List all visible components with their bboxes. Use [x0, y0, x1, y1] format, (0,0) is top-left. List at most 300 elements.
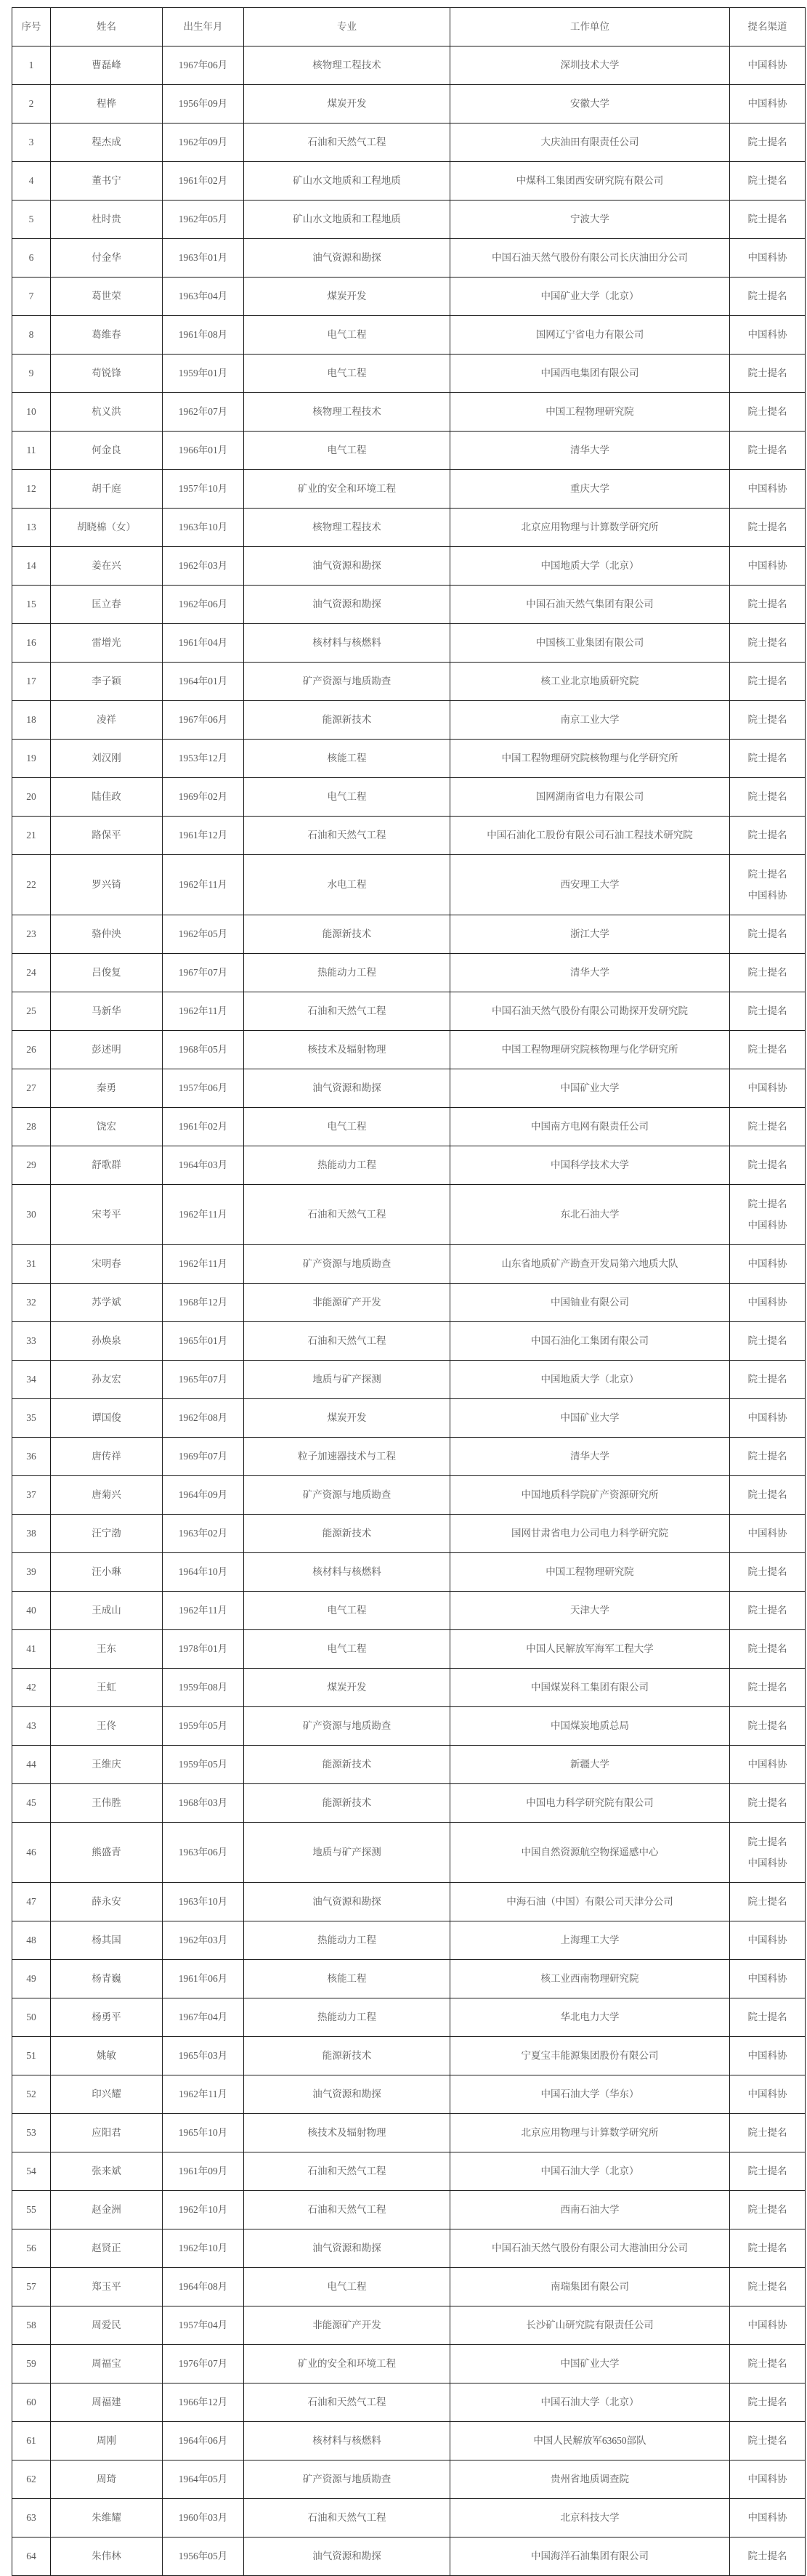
cell-birth-date: 1964年05月 [163, 2460, 244, 2499]
cell-index: 4 [12, 162, 51, 201]
cell-major: 石油和天然气工程 [244, 817, 450, 855]
cell-birth-date: 1967年06月 [163, 46, 244, 85]
nomination-channel-label: 中国科协 [747, 252, 787, 263]
cell-name: 苏学斌 [51, 1284, 163, 1322]
cell-index: 46 [12, 1823, 51, 1883]
cell-index: 13 [12, 509, 51, 547]
table-row [12, 1707, 806, 1746]
nomination-channel-label: 中国科协 [747, 1857, 787, 1868]
cell-nomination-channel [730, 1553, 806, 1592]
cell-nomination-channel [730, 2537, 806, 2576]
cell-work-unit: 中煤科工集团西安研究院有限公司 [450, 162, 730, 201]
cell-birth-date: 1963年06月 [163, 1823, 244, 1883]
table-row [12, 1515, 806, 1553]
cell-work-unit: 长沙矿山研究院有限责任公司 [450, 2306, 730, 2345]
cell-name: 王维庆 [51, 1746, 163, 1784]
nomination-channel-label: 中国科协 [747, 1297, 787, 1308]
nomination-channel-label: 院士提名 [747, 1005, 787, 1016]
cell-work-unit: 中国石油化工股份有限公司石油工程技术研究院 [450, 817, 730, 855]
cell-nomination-channel [730, 1322, 806, 1361]
table-row [12, 2499, 806, 2537]
table-row [12, 2075, 806, 2114]
cell-work-unit: 中国煤炭科工集团有限公司 [450, 1669, 730, 1707]
cell-birth-date: 1967年07月 [163, 954, 244, 992]
nomination-channel-label: 中国科协 [747, 1412, 787, 1423]
table-row [12, 855, 806, 915]
nomination-channel-label: 院士提名 [747, 1605, 787, 1616]
header-row [12, 8, 806, 46]
cell-major: 石油和天然气工程 [244, 2191, 450, 2229]
cell-major: 油气资源和勘探 [244, 586, 450, 624]
column-header-work-unit: 工作单位 [450, 8, 730, 46]
cell-work-unit: 中国矿业大学（北京） [450, 278, 730, 316]
cell-major: 核技术及辐射物理 [244, 2114, 450, 2152]
cell-birth-date: 1956年09月 [163, 85, 244, 123]
cell-major: 能源新技术 [244, 915, 450, 954]
cell-birth-date: 1962年05月 [163, 915, 244, 954]
cell-work-unit: 中国石油大学（华东） [450, 2075, 730, 2114]
nomination-channel-label: 院士提名 [747, 2358, 787, 2369]
cell-major: 核材料与核燃料 [244, 2422, 450, 2460]
column-header-birth-date: 出生年月 [163, 8, 244, 46]
cell-work-unit: 中国石油天然气集团有限公司 [450, 586, 730, 624]
cell-major: 核能工程 [244, 740, 450, 778]
table-row [12, 992, 806, 1031]
cell-nomination-channel [730, 586, 806, 624]
cell-major: 热能动力工程 [244, 1146, 450, 1185]
cell-major: 石油和天然气工程 [244, 2152, 450, 2191]
cell-major: 地质与矿产探测 [244, 1361, 450, 1399]
cell-index: 55 [12, 2191, 51, 2229]
cell-index: 49 [12, 1960, 51, 1998]
cell-work-unit: 中国煤炭地质总局 [450, 1707, 730, 1746]
table-row [12, 1361, 806, 1399]
cell-nomination-channel [730, 2306, 806, 2345]
cell-index: 19 [12, 740, 51, 778]
cell-name: 胡千庭 [51, 470, 163, 509]
nomination-channel-label: 院士提名 [747, 714, 787, 725]
cell-nomination-channel [730, 1669, 806, 1707]
cell-birth-date: 1962年11月 [163, 1592, 244, 1630]
cell-nomination-channel [730, 470, 806, 509]
column-header-major: 专业 [244, 8, 450, 46]
cell-major: 非能源矿产开发 [244, 2306, 450, 2345]
cell-nomination-channel [730, 1746, 806, 1784]
cell-index: 48 [12, 1921, 51, 1960]
cell-birth-date: 1956年05月 [163, 2537, 244, 2576]
table-row [12, 1284, 806, 1322]
cell-work-unit: 宁夏宝丰能源集团股份有限公司 [450, 2037, 730, 2075]
cell-nomination-channel [730, 1592, 806, 1630]
nomination-channel-label: 院士提名 [747, 637, 787, 648]
table-row [12, 278, 806, 316]
cell-nomination-channel [730, 2114, 806, 2152]
candidates-table [12, 7, 806, 2576]
cell-birth-date: 1962年07月 [163, 393, 244, 432]
cell-index: 63 [12, 2499, 51, 2537]
cell-major: 石油和天然气工程 [244, 992, 450, 1031]
cell-work-unit: 核工业北京地质研究院 [450, 663, 730, 701]
cell-index: 11 [12, 432, 51, 470]
cell-name: 苟锐锋 [51, 355, 163, 393]
table-row [12, 1746, 806, 1784]
cell-birth-date: 1962年11月 [163, 1185, 244, 1245]
cell-nomination-channel [730, 740, 806, 778]
cell-index: 28 [12, 1108, 51, 1146]
cell-birth-date: 1961年09月 [163, 2152, 244, 2191]
cell-name: 陆佳政 [51, 778, 163, 817]
cell-name: 彭述明 [51, 1031, 163, 1069]
cell-index: 17 [12, 663, 51, 701]
nomination-channel-label: 院士提名 [747, 967, 787, 978]
cell-name: 郑玉平 [51, 2268, 163, 2306]
nomination-channel-label: 中国科协 [747, 2089, 787, 2099]
cell-index: 43 [12, 1707, 51, 1746]
cell-major: 能源新技术 [244, 1746, 450, 1784]
cell-index: 6 [12, 239, 51, 278]
cell-nomination-channel [730, 1960, 806, 1998]
cell-nomination-channel [730, 162, 806, 201]
cell-birth-date: 1962年03月 [163, 1921, 244, 1960]
cell-name: 周福建 [51, 2383, 163, 2422]
table-row [12, 1399, 806, 1438]
table-row [12, 2460, 806, 2499]
cell-birth-date: 1965年01月 [163, 1322, 244, 1361]
cell-name: 王伟胜 [51, 1784, 163, 1823]
cell-major: 矿山水文地质和工程地质 [244, 201, 450, 239]
table-row [12, 2345, 806, 2383]
cell-name: 罗兴锜 [51, 855, 163, 915]
cell-index: 14 [12, 547, 51, 586]
cell-major: 电气工程 [244, 432, 450, 470]
cell-name: 马新华 [51, 992, 163, 1031]
cell-nomination-channel [730, 2152, 806, 2191]
cell-name: 饶宏 [51, 1108, 163, 1146]
cell-work-unit: 中国海洋石油集团有限公司 [450, 2537, 730, 2576]
cell-name: 印兴耀 [51, 2075, 163, 2114]
cell-name: 雷增光 [51, 624, 163, 663]
cell-nomination-channel [730, 855, 806, 915]
nomination-channel-label: 院士提名 [747, 1451, 787, 1462]
cell-nomination-channel [730, 123, 806, 162]
cell-nomination-channel [730, 2037, 806, 2075]
cell-work-unit: 中国铀业有限公司 [450, 1284, 730, 1322]
cell-index: 64 [12, 2537, 51, 2576]
cell-work-unit: 中国南方电网有限责任公司 [450, 1108, 730, 1146]
cell-index: 50 [12, 1998, 51, 2037]
nomination-channel-label: 院士提名 [747, 1720, 787, 1731]
nomination-channel-label: 院士提名 [747, 868, 787, 880]
table-row [12, 1669, 806, 1707]
cell-nomination-channel [730, 992, 806, 1031]
table-row [12, 393, 806, 432]
cell-index: 37 [12, 1476, 51, 1515]
cell-nomination-channel [730, 393, 806, 432]
cell-index: 7 [12, 278, 51, 316]
cell-name: 宋明春 [51, 1245, 163, 1284]
cell-birth-date: 1965年10月 [163, 2114, 244, 2152]
nomination-channel-label: 院士提名 [747, 2204, 787, 2215]
cell-major: 能源新技术 [244, 1515, 450, 1553]
table-body [12, 46, 806, 2576]
cell-name: 王虹 [51, 1669, 163, 1707]
cell-major: 油气资源和勘探 [244, 547, 450, 586]
cell-birth-date: 1978年01月 [163, 1630, 244, 1669]
cell-name: 杨其国 [51, 1921, 163, 1960]
cell-name: 董书宁 [51, 162, 163, 201]
cell-nomination-channel [730, 432, 806, 470]
cell-birth-date: 1960年03月 [163, 2499, 244, 2537]
cell-birth-date: 1964年08月 [163, 2268, 244, 2306]
cell-birth-date: 1964年09月 [163, 1476, 244, 1515]
table-row [12, 2114, 806, 2152]
cell-major: 石油和天然气工程 [244, 1322, 450, 1361]
table-row [12, 1960, 806, 1998]
cell-birth-date: 1957年06月 [163, 1069, 244, 1108]
cell-birth-date: 1962年06月 [163, 586, 244, 624]
cell-work-unit: 西南石油大学 [450, 2191, 730, 2229]
cell-major: 能源新技术 [244, 2037, 450, 2075]
cell-work-unit: 中国石油大学（北京） [450, 2152, 730, 2191]
cell-work-unit: 国网湖南省电力有限公司 [450, 778, 730, 817]
cell-nomination-channel [730, 46, 806, 85]
table-row [12, 663, 806, 701]
cell-name: 孙焕泉 [51, 1322, 163, 1361]
cell-work-unit: 中国工程物理研究院核物理与化学研究所 [450, 1031, 730, 1069]
nomination-channel-label: 院士提名 [747, 791, 787, 802]
cell-nomination-channel [730, 1823, 806, 1883]
cell-work-unit: 北京应用物理与计算数学研究所 [450, 2114, 730, 2152]
cell-index: 44 [12, 1746, 51, 1784]
cell-major: 热能动力工程 [244, 1998, 450, 2037]
cell-nomination-channel [730, 85, 806, 123]
nomination-channel-label: 中国科协 [747, 60, 787, 70]
cell-work-unit: 中国地质大学（北京） [450, 1361, 730, 1399]
cell-major: 核物理工程技术 [244, 46, 450, 85]
table-row [12, 355, 806, 393]
nomination-channel-label: 院士提名 [747, 137, 787, 147]
nomination-channel-label: 中国科协 [747, 1528, 787, 1539]
cell-major: 核材料与核燃料 [244, 1553, 450, 1592]
cell-name: 王佟 [51, 1707, 163, 1746]
table-row [12, 1823, 806, 1883]
nomination-channel-label: 院士提名 [747, 1797, 787, 1808]
cell-nomination-channel [730, 1031, 806, 1069]
cell-nomination-channel [730, 2383, 806, 2422]
cell-index: 1 [12, 46, 51, 85]
nomination-channel-label: 中国科协 [747, 560, 787, 571]
cell-major: 石油和天然气工程 [244, 123, 450, 162]
cell-name: 姜在兴 [51, 547, 163, 586]
table-row [12, 1998, 806, 2037]
table-row [12, 915, 806, 954]
cell-index: 3 [12, 123, 51, 162]
table-row [12, 123, 806, 162]
nomination-channel-label: 院士提名 [747, 368, 787, 378]
cell-name: 杭义洪 [51, 393, 163, 432]
cell-work-unit: 中国地质科学院矿产资源研究所 [450, 1476, 730, 1515]
cell-major: 能源新技术 [244, 1784, 450, 1823]
cell-major: 石油和天然气工程 [244, 2383, 450, 2422]
cell-index: 45 [12, 1784, 51, 1823]
cell-birth-date: 1961年12月 [163, 817, 244, 855]
cell-nomination-channel [730, 1438, 806, 1476]
cell-nomination-channel [730, 1998, 806, 2037]
cell-major: 油气资源和勘探 [244, 2537, 450, 2576]
cell-name: 王成山 [51, 1592, 163, 1630]
cell-work-unit: 中国人民解放军63650部队 [450, 2422, 730, 2460]
cell-birth-date: 1966年12月 [163, 2383, 244, 2422]
cell-work-unit: 东北石油大学 [450, 1185, 730, 1245]
cell-nomination-channel [730, 1284, 806, 1322]
cell-major: 石油和天然气工程 [244, 1185, 450, 1245]
cell-index: 20 [12, 778, 51, 817]
cell-index: 34 [12, 1361, 51, 1399]
cell-name: 葛世荣 [51, 278, 163, 316]
table-row [12, 954, 806, 992]
cell-name: 秦勇 [51, 1069, 163, 1108]
cell-birth-date: 1962年11月 [163, 855, 244, 915]
cell-name: 周爱民 [51, 2306, 163, 2345]
cell-birth-date: 1962年11月 [163, 1245, 244, 1284]
cell-work-unit: 中国工程物理研究院核物理与化学研究所 [450, 740, 730, 778]
table-row [12, 1185, 806, 1245]
cell-nomination-channel [730, 509, 806, 547]
table-row [12, 1322, 806, 1361]
cell-birth-date: 1964年10月 [163, 1553, 244, 1592]
table-row [12, 201, 806, 239]
cell-index: 15 [12, 586, 51, 624]
cell-nomination-channel [730, 701, 806, 740]
cell-nomination-channel [730, 355, 806, 393]
cell-index: 29 [12, 1146, 51, 1185]
cell-name: 朱伟林 [51, 2537, 163, 2576]
cell-nomination-channel [730, 1476, 806, 1515]
cell-birth-date: 1962年09月 [163, 123, 244, 162]
cell-major: 能源新技术 [244, 701, 450, 740]
cell-birth-date: 1959年05月 [163, 1707, 244, 1746]
cell-birth-date: 1964年01月 [163, 663, 244, 701]
cell-name: 王东 [51, 1630, 163, 1669]
cell-name: 程杰成 [51, 123, 163, 162]
cell-work-unit: 宁波大学 [450, 201, 730, 239]
table-row [12, 2268, 806, 2306]
cell-name: 程桦 [51, 85, 163, 123]
cell-work-unit: 南瑞集团有限公司 [450, 2268, 730, 2306]
cell-nomination-channel [730, 954, 806, 992]
cell-major: 石油和天然气工程 [244, 2499, 450, 2537]
cell-work-unit: 中国人民解放军海军工程大学 [450, 1630, 730, 1669]
cell-nomination-channel [730, 547, 806, 586]
cell-work-unit: 国网甘肃省电力公司电力科学研究院 [450, 1515, 730, 1553]
cell-work-unit: 大庆油田有限责任公司 [450, 123, 730, 162]
cell-birth-date: 1963年10月 [163, 509, 244, 547]
cell-nomination-channel [730, 1069, 806, 1108]
cell-nomination-channel [730, 2268, 806, 2306]
cell-nomination-channel [730, 624, 806, 663]
cell-major: 矿业的安全和环境工程 [244, 2345, 450, 2383]
nomination-channel-label: 院士提名 [747, 214, 787, 224]
table-row [12, 1108, 806, 1146]
cell-birth-date: 1968年12月 [163, 1284, 244, 1322]
nomination-channel-label: 中国科协 [747, 329, 787, 340]
cell-nomination-channel [730, 2075, 806, 2114]
cell-index: 61 [12, 2422, 51, 2460]
nomination-channel-label: 院士提名 [747, 2166, 787, 2176]
cell-name: 应阳君 [51, 2114, 163, 2152]
cell-major: 矿产资源与地质勘查 [244, 1476, 450, 1515]
table-row [12, 778, 806, 817]
cell-work-unit: 贵州省地质调查院 [450, 2460, 730, 2499]
cell-nomination-channel [730, 239, 806, 278]
cell-major: 矿产资源与地质勘查 [244, 663, 450, 701]
cell-index: 30 [12, 1185, 51, 1245]
cell-birth-date: 1957年04月 [163, 2306, 244, 2345]
cell-birth-date: 1959年01月 [163, 355, 244, 393]
nomination-channel-label: 院士提名 [747, 599, 787, 609]
nomination-channel-label: 院士提名 [747, 2243, 787, 2253]
cell-work-unit: 中国矿业大学 [450, 1069, 730, 1108]
cell-nomination-channel [730, 1245, 806, 1284]
table-header [12, 8, 806, 46]
nomination-channel-label: 院士提名 [747, 2281, 787, 2292]
cell-work-unit: 中国电力科学研究院有限公司 [450, 1784, 730, 1823]
cell-index: 27 [12, 1069, 51, 1108]
nomination-channel-label: 院士提名 [747, 522, 787, 532]
cell-nomination-channel [730, 278, 806, 316]
cell-index: 8 [12, 316, 51, 355]
cell-name: 汪小琳 [51, 1553, 163, 1592]
cell-work-unit: 清华大学 [450, 954, 730, 992]
cell-major: 煤炭开发 [244, 1399, 450, 1438]
cell-birth-date: 1962年03月 [163, 547, 244, 586]
cell-name: 谭国俊 [51, 1399, 163, 1438]
nomination-channel-label: 院士提名 [747, 928, 787, 939]
cell-work-unit: 深圳技术大学 [450, 46, 730, 85]
table-row [12, 586, 806, 624]
cell-nomination-channel [730, 2191, 806, 2229]
cell-nomination-channel [730, 1921, 806, 1960]
cell-nomination-channel [730, 1515, 806, 1553]
cell-birth-date: 1961年08月 [163, 316, 244, 355]
cell-work-unit: 南京工业大学 [450, 701, 730, 740]
table-row [12, 85, 806, 123]
cell-index: 57 [12, 2268, 51, 2306]
cell-name: 何金良 [51, 432, 163, 470]
cell-major: 热能动力工程 [244, 1921, 450, 1960]
cell-birth-date: 1962年08月 [163, 1399, 244, 1438]
cell-work-unit: 中国石油天然气股份有限公司大港油田分公司 [450, 2229, 730, 2268]
cell-index: 62 [12, 2460, 51, 2499]
cell-work-unit: 中国核工业集团有限公司 [450, 624, 730, 663]
cell-nomination-channel [730, 663, 806, 701]
cell-work-unit: 中国石油化工集团有限公司 [450, 1322, 730, 1361]
cell-major: 电气工程 [244, 316, 450, 355]
nomination-channel-label: 院士提名 [747, 1643, 787, 1654]
cell-major: 矿山水文地质和工程地质 [244, 162, 450, 201]
nomination-channel-label: 院士提名 [747, 1489, 787, 1500]
nomination-channel-label: 院士提名 [747, 1159, 787, 1170]
cell-birth-date: 1966年01月 [163, 432, 244, 470]
nomination-channel-label: 中国科协 [747, 889, 787, 901]
nomination-channel-label: 院士提名 [747, 1335, 787, 1346]
table-row [12, 509, 806, 547]
cell-birth-date: 1963年04月 [163, 278, 244, 316]
nomination-channel-label: 院士提名 [747, 1121, 787, 1132]
cell-name: 熊盛青 [51, 1823, 163, 1883]
cell-index: 18 [12, 701, 51, 740]
cell-major: 非能源矿产开发 [244, 1284, 450, 1322]
